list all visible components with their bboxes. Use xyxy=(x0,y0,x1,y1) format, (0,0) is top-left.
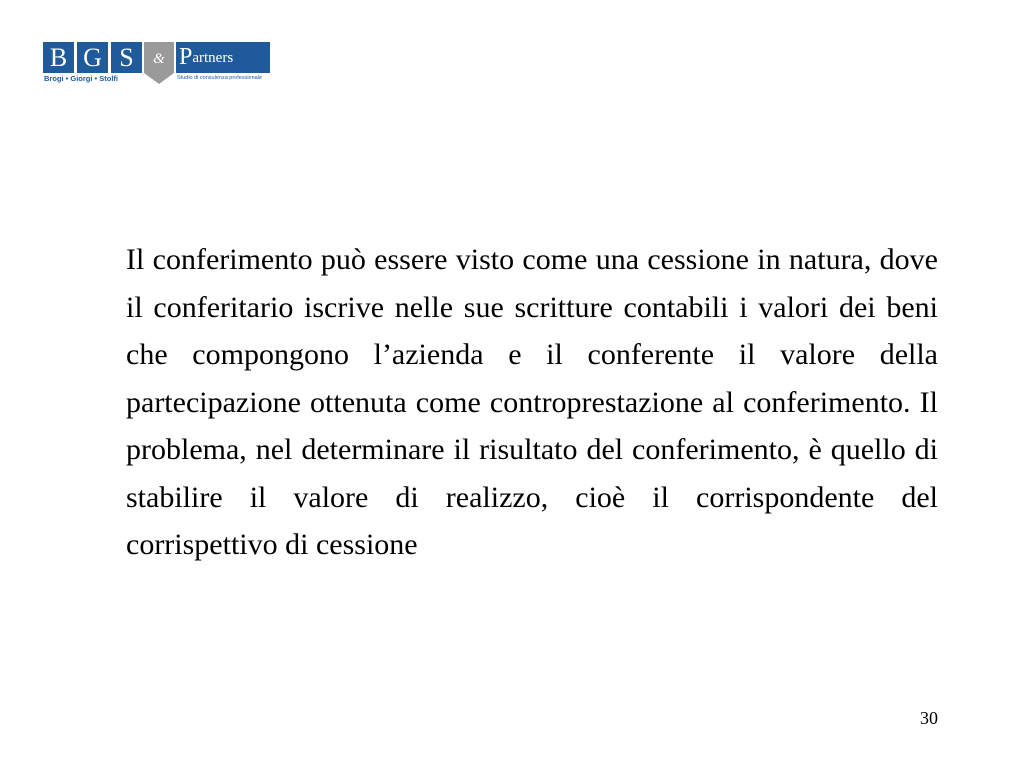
page-number: 30 xyxy=(920,708,938,728)
bgs-partners-logo xyxy=(40,42,272,86)
logo-ampersand-shield xyxy=(144,42,174,86)
logo-letter-g: G xyxy=(77,42,108,73)
logo-partners-initial: P xyxy=(179,44,193,70)
logo-ampersand: & xyxy=(153,51,165,67)
logo-caption-names: Brogi • Giorgi • Stolfi xyxy=(44,74,118,83)
logo-caption-tagline: Studio di consulenza professionale xyxy=(177,75,263,81)
logo-partners-rest: artners xyxy=(192,50,234,66)
slide-body-paragraph: Il conferimento può essere visto come una cessione in natura, dove il conferitario iscrive nelle sue scritture contabili i valori dei beni che compongono l’azienda e il conferente il valore della partecipazione ottenuta come controprestazione al conferimento. Il problema, nel determinare il risultato del conferimento, è quello di stabilire il valore di realizzo, cioè il corrispondente del corrispettivo di cessione xyxy=(126,243,938,561)
logo-partners xyxy=(176,42,270,73)
logo-letter-s: S xyxy=(111,42,142,73)
logo-letter-b: B xyxy=(43,42,74,73)
